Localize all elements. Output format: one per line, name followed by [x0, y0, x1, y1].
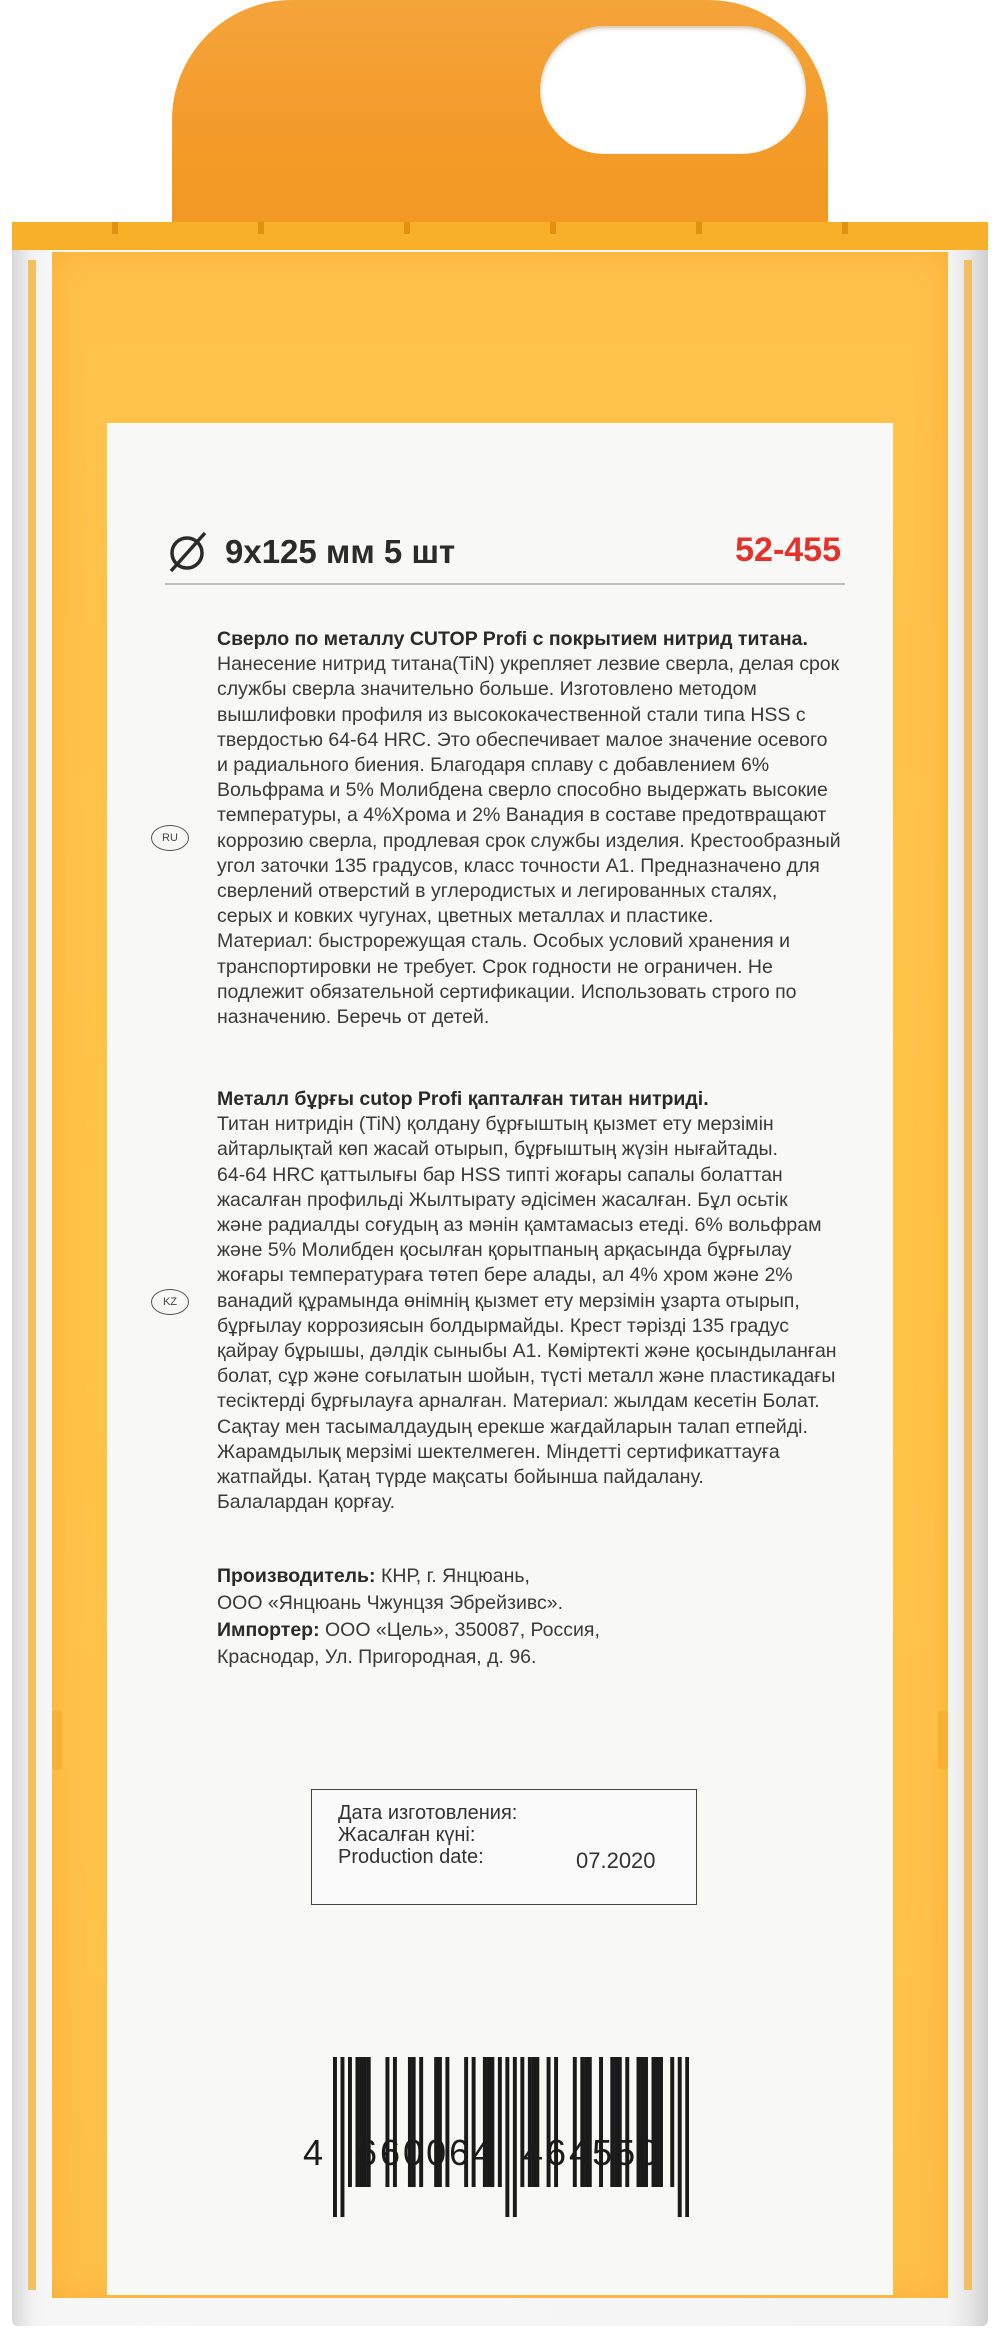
ru-language-badge: RU	[151, 825, 189, 851]
date-label-en: Production date:	[338, 1846, 484, 1868]
barcode-bar	[685, 2057, 689, 2217]
ru-text-line: сверлений отверстий в углеродистых и легированных сталях,	[217, 880, 778, 903]
production-date-value: 07.2020	[576, 1848, 656, 1873]
ru-text-line: коррозию сверла, продлевая срок службы изделия. Крестообразный	[217, 829, 841, 852]
kz-text-line: Сақтау мен тасымалдаудың ерекше жағдайларын талап етпейді.	[217, 1415, 808, 1438]
ru-text-line: Нанесение нитрид титана(TiN) укрепляет лезвие сверла, делая срок	[217, 653, 840, 676]
importer-line	[217, 1617, 857, 1644]
product-code: 52-455	[735, 531, 841, 569]
title-divider	[165, 583, 845, 585]
producer-line-2: ООО «Янцюань Чжунцзя Эбрейзивс».	[217, 1592, 564, 1614]
kz-text-line: бұрғылау коррозиясын болдырмайды. Крест тәрізді 135 градус	[217, 1314, 790, 1337]
manufacturer-info	[217, 1563, 857, 1671]
diameter-icon	[165, 527, 213, 577]
kz-text-line: айтарлықтай көп жасай отырып, бұрғыштың жүзін нығайтады.	[217, 1138, 778, 1161]
barcode-bar	[513, 2057, 517, 2217]
kz-text-line: жоғары температураға төтеп бере алады, ал 4% хром және 2%	[217, 1264, 793, 1287]
kz-text-line: болат, сұр және соғылатын шойын, түсті металл және пластикадағы	[217, 1365, 836, 1388]
kz-heading: Металл бұрғы cutop Profi қапталған титан нитриді.	[217, 1088, 709, 1110]
ru-text-line: назначению. Беречь от детей.	[217, 1006, 490, 1029]
ru-text-line: подлежит обязательной сертификации. Использовать строго по	[217, 980, 797, 1003]
band-notch	[696, 222, 702, 234]
band-notch	[112, 222, 118, 234]
kz-text-line: Балалардан қорғау.	[217, 1491, 396, 1514]
ru-text-line: твердостью 64-64 HRC. Это обеспечивает малое значение осевого	[217, 728, 828, 751]
ru-text-line: серых и ковких чугунах, цветных металлах и пластике.	[217, 905, 714, 928]
hanger-hole	[540, 26, 806, 154]
product-size: 9х125 мм 5 шт	[225, 533, 456, 570]
band-notch	[842, 222, 848, 234]
blister-side-rail	[28, 260, 36, 2290]
kz-text-line: 64-64 HRC қаттылығы бар HSS типті жоғары сапалы болаттан	[217, 1163, 783, 1186]
barcode-bar	[333, 2057, 337, 2217]
importer-value: ООО «Цель», 350087, Россия,	[319, 1619, 600, 1641]
kz-text-line: және радиалды соғудың аз мәнін қамтамасыз етеді. 6% вольфрам	[217, 1214, 822, 1237]
band-notch	[550, 222, 556, 234]
band-notch	[404, 222, 410, 234]
kz-text-line: жасалған профильді Жылтырату әдісімен жасалған. Бұл осьтік	[217, 1188, 788, 1211]
ru-text-line: температуры, а 4%Хрома и 2% Ванадия в составе предотвращают	[217, 804, 827, 827]
ru-description	[217, 627, 867, 1030]
title-row	[165, 527, 841, 577]
barcode-bar	[505, 2057, 509, 2217]
kz-text-line: Титан нитридін (TiN) қолдану бұрғыштың қызмет ету мерзімін	[217, 1113, 774, 1136]
producer-value: КНР, г. Янцюань,	[375, 1565, 530, 1587]
ru-text-line: и радиального биения. Благодаря сплаву с добавлением 6%	[217, 754, 770, 777]
ru-heading: Сверло по металлу CUTOP Profi с покрытием нитрид титана.	[217, 628, 808, 650]
product-label	[107, 423, 893, 2295]
kz-language-badge: KZ	[151, 1289, 189, 1315]
date-label-kz: Жасалған күні:	[338, 1824, 476, 1846]
blister-side-rail	[964, 260, 972, 2290]
importer-line-2: Краснодар, Ул. Пригородная, д. 96.	[217, 1646, 537, 1668]
kz-text-line: ванадий құрамында өнімнің қызмет ету мерзімін ұзарта отырып,	[217, 1289, 800, 1312]
band-notch	[258, 222, 264, 234]
producer-label: Производитель:	[217, 1565, 376, 1587]
kz-text-line: жатпайды. Қатаң түрде мақсаты бойынша пайдалану.	[217, 1466, 704, 1489]
kz-text-line: және 5% Молибден қосылған қорытпаның арқасында бұрғылау	[217, 1239, 792, 1262]
ru-text-line: транспортировки не требует. Срок годности не ограничен. Не	[217, 955, 773, 978]
barcode-bar	[670, 2057, 674, 2187]
ru-text-line: Материал: быстрорежущая сталь. Особых условий хранения и	[217, 930, 791, 953]
ru-text-line: вышлифовки профиля из высококачественной стали типа HSS с	[217, 703, 806, 726]
kz-text-line: Жарамдылық мерзімі шектелмеген. Міндетті сертификаттауға	[217, 1440, 780, 1463]
production-date-box	[311, 1789, 697, 1905]
ru-text-line: службы сверла значительно больше. Изготовлено методом	[217, 678, 757, 701]
kz-text-line: тесіктерді бұрғылауға арналған. Материал: жылдам кесетін Болат.	[217, 1390, 820, 1413]
barcode-right-group: 464550	[523, 2132, 662, 2173]
barcode-bar	[678, 2057, 682, 2217]
barcode-left-group: 660064	[357, 2132, 496, 2173]
ru-text-line: угол заточки 135 градусов, класс точности А1. Предназначено для	[217, 854, 820, 877]
importer-label: Импортер:	[217, 1619, 320, 1641]
kz-text-line: қайрау бұрышы, дәлдік сыныбы А1. Көміртекті және қосындыланған	[217, 1340, 837, 1363]
barcode-bar	[340, 2057, 344, 2217]
production-date-labels	[338, 1802, 517, 1868]
package-hanger-tab	[172, 0, 828, 240]
barcode-bar	[498, 2057, 502, 2187]
barcode-bar	[348, 2057, 352, 2187]
barcode-first-digit: 4	[303, 2132, 324, 2173]
blister-side-bump	[938, 1710, 948, 1770]
kz-description	[217, 1087, 867, 1515]
blister-side-bump	[52, 1710, 62, 1770]
ru-text-line: Вольфрама и 5% Молибдена сверло способно выдержать высокие	[217, 779, 828, 802]
date-label-ru: Дата изготовления:	[338, 1802, 518, 1824]
producer-line	[217, 1563, 857, 1590]
